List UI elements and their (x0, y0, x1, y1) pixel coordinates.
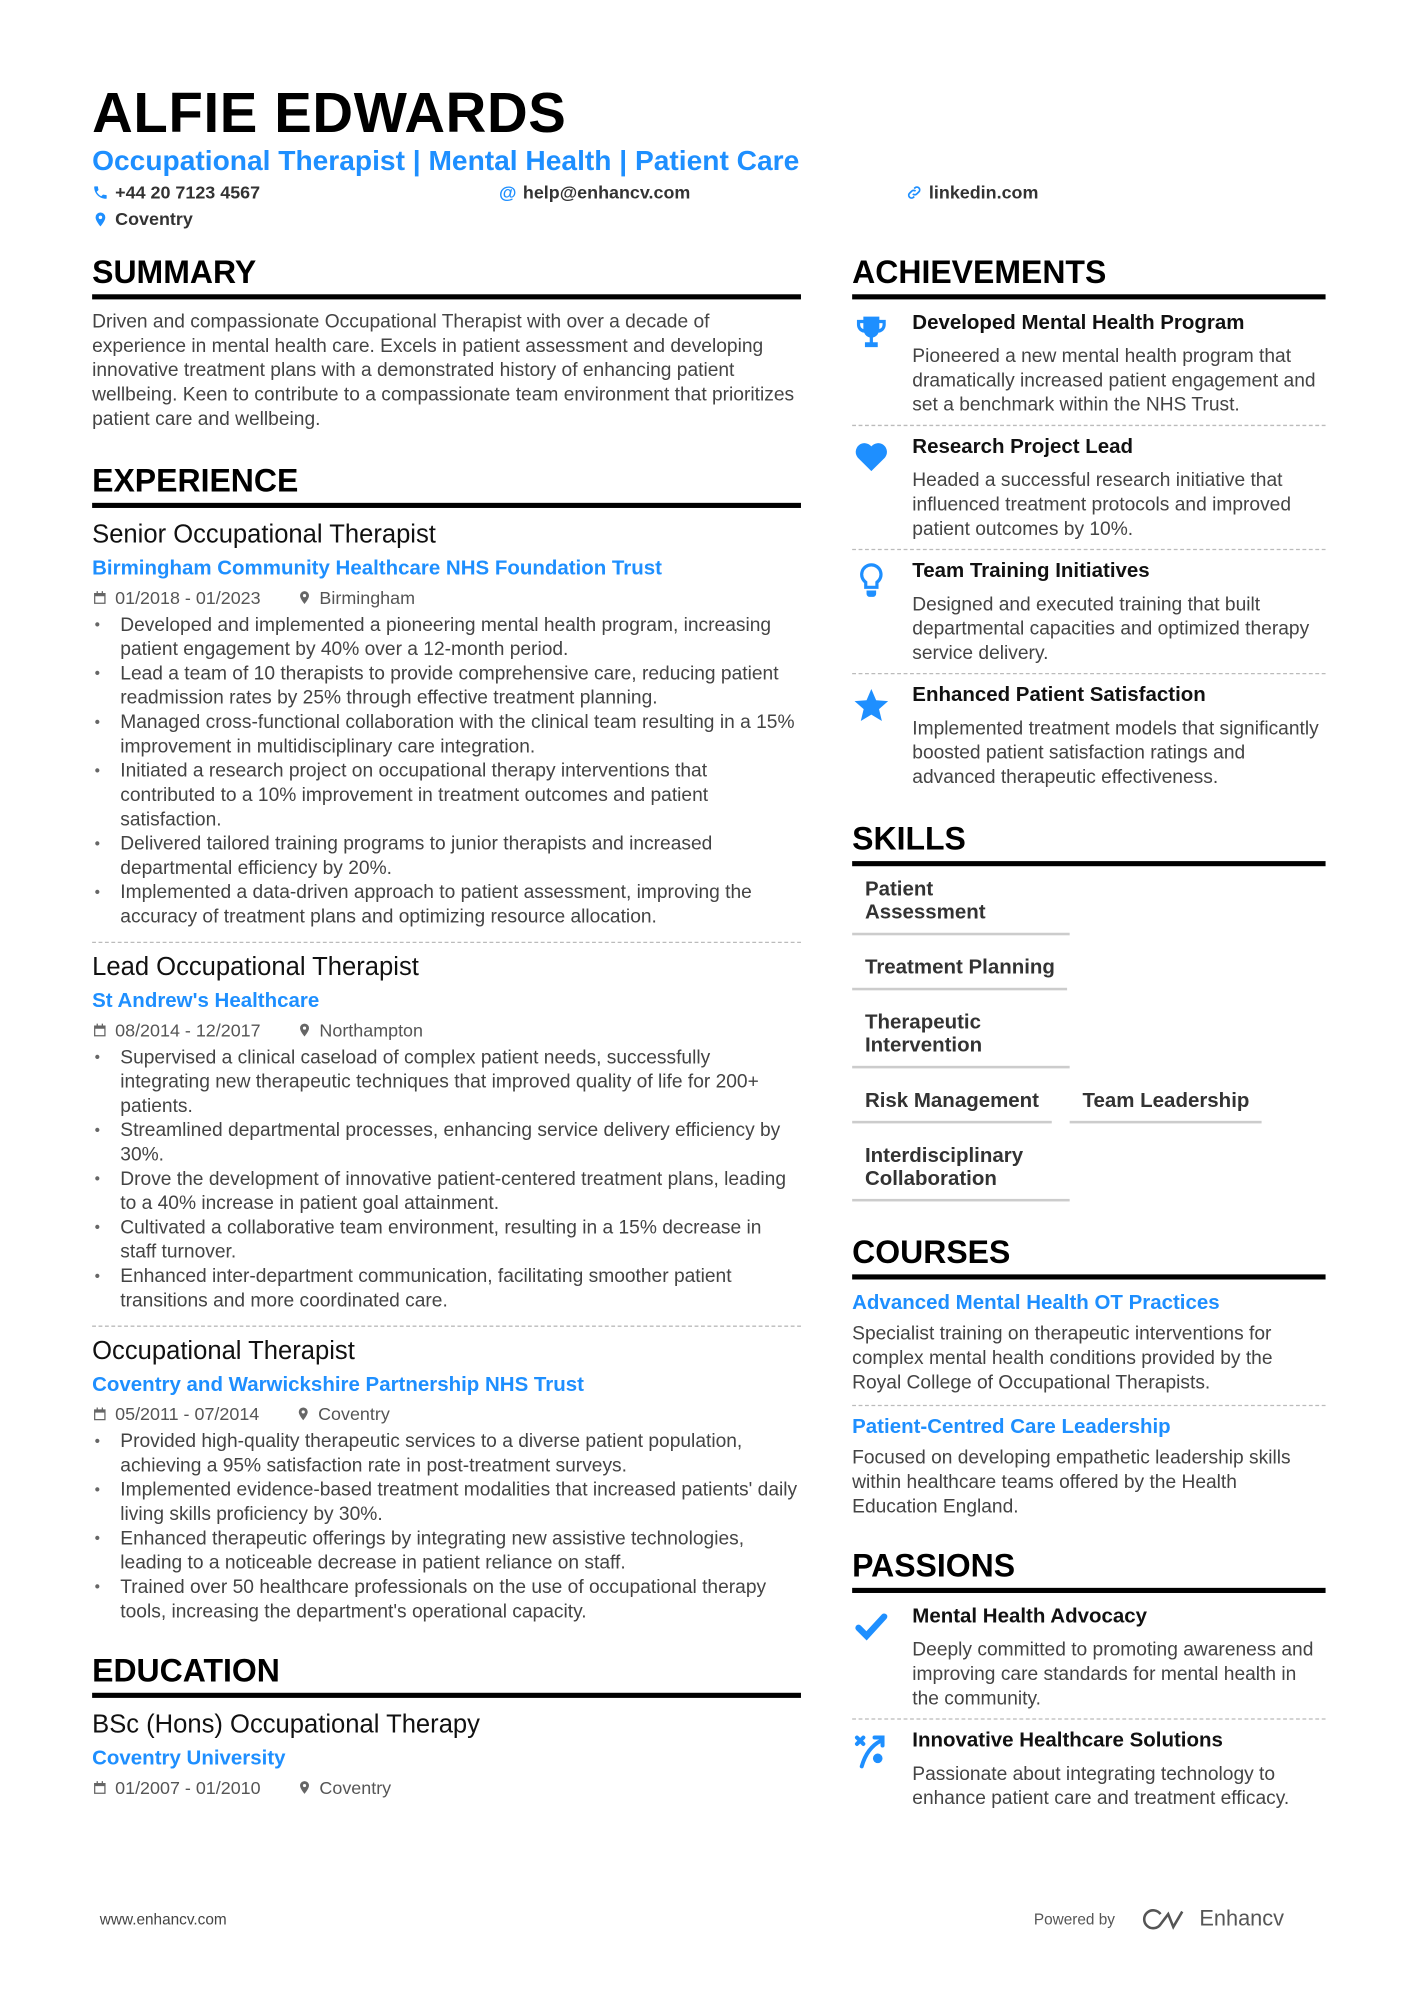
job-title: Senior Occupational Therapist (92, 520, 436, 549)
course-title: Patient-Centred Care Leadership (852, 1416, 1171, 1439)
item-description: Deeply committed to promoting awareness and improving care standards for mental health in the community. (912, 1639, 1314, 1710)
bullet-item: • Implemented a data-driven approach to patient assessment, improving the accuracy of treatment plans and optimizing resource allocation. (92, 880, 801, 929)
item-title: Innovative Healthcare Solutions (912, 1729, 1223, 1752)
item-title: Mental Health Advocacy (912, 1605, 1148, 1628)
job-meta: 08/2014 - 12/2017 Northampton (92, 1016, 801, 1044)
company-name: St Andrew's Healthcare (92, 990, 320, 1013)
passions-item (852, 1596, 1325, 1720)
lightbulb-icon (852, 562, 890, 600)
skill-tag: Interdisciplinary Collaboration (852, 1132, 1070, 1201)
bullet-item: • Cultivated a collaborative team environment, resulting in a 15% decrease in staff turnover. (92, 1216, 801, 1265)
bullet-item: • Provided high-quality therapeutic services to a diverse patient population, achieving a 95% satisfaction rate in post-treatment surveys. (92, 1429, 801, 1478)
achievements-item (852, 302, 1325, 426)
section-heading: SUMMARY (92, 253, 801, 299)
skill-tag: Patient Assessment (852, 866, 1070, 935)
summary-section (92, 253, 801, 431)
courses-section (852, 1233, 1325, 1529)
achievements-item (852, 426, 1325, 550)
experience-section (92, 462, 801, 1629)
star-icon (852, 686, 890, 724)
section-heading: ACHIEVEMENTS (852, 253, 1325, 299)
job-bullets (92, 1429, 801, 1623)
calendar-icon (92, 1780, 107, 1795)
skill-tag: Therapeutic Intervention (852, 999, 1070, 1068)
item-title: Team Training Initiatives (912, 560, 1150, 583)
bullet-item: • Drove the development of innovative patient-centered treatment plans, leading to a 40% increase in patient goal attainment. (92, 1167, 801, 1216)
achievements-section (852, 253, 1325, 797)
job-bullets (92, 1045, 801, 1312)
location-pin-icon (295, 1406, 310, 1421)
job-title: Occupational Therapist (92, 1337, 355, 1366)
item-title: Developed Mental Health Program (912, 312, 1245, 334)
contact-phone: +44 20 7123 4567 (92, 182, 260, 202)
item-description: Designed and executed training that built departmental capacities and optimized therapy service delivery. (912, 593, 1310, 665)
section-heading: SKILLS (852, 820, 1325, 866)
candidate-title: Occupational Therapist | Mental Health | Patient Care (92, 144, 800, 177)
contact-email[interactable]: @ help@enhancv.com (499, 181, 691, 203)
bullet-item: • Managed cross-functional collaboration with the clinical team resulting in a 15% improvement in multidisciplinary care integration. (92, 710, 801, 759)
course-item (852, 1285, 1325, 1405)
job-meta: 01/2018 - 01/2023 Birmingham (92, 583, 801, 611)
location-pin-icon (296, 1022, 311, 1037)
calendar-icon (92, 1406, 107, 1421)
at-icon: @ (499, 181, 517, 203)
checkmark-icon (852, 1607, 890, 1645)
item-title: Research Project Lead (912, 436, 1134, 459)
item-description: Implemented treatment models that significantly boosted patient satisfaction ratings and advanced therapeutic effectiveness. (912, 717, 1319, 789)
summary-text: Driven and compassionate Occupational Therapist with over a decade of experience in mental health care. Excels in patient assessment and developing innovative treatment plans with a demonstrated history of enhancing patient wellbeing. Keen to contribute to a compassionate team environment that prioritizes patient care and wellbeing. (92, 310, 795, 430)
education-meta: 01/2007 - 01/2010 Coventry (92, 1773, 801, 1801)
bullet-item: • Developed and implemented a pioneering mental health program, increasing patient engagement by 40% over a 12-month period. (92, 613, 801, 662)
item-title: Enhanced Patient Satisfaction (912, 684, 1206, 707)
skill-tag: Treatment Planning (852, 944, 1068, 990)
right-column (852, 253, 1325, 1818)
location-pin-icon (92, 210, 109, 227)
enhancv-logo-icon (1141, 1906, 1187, 1932)
achievements-item (852, 674, 1325, 797)
calendar-icon (92, 1022, 107, 1037)
company-name: Coventry and Warwickshire Partnership NHS Trust (92, 1374, 584, 1396)
candidate-name: ALFIE EDWARDS (92, 81, 567, 145)
contact-location: Coventry (92, 209, 193, 229)
degree: BSc (Hons) Occupational Therapy (92, 1710, 480, 1739)
location-pin-icon (296, 1780, 311, 1795)
enhancv-logo: Enhancv (1141, 1906, 1285, 1932)
bullet-item: • Initiated a research project on occupational therapy interventions that contributed to a 10% improvement in treatment outcomes and patient satisfaction. (92, 759, 801, 832)
left-column (92, 253, 801, 1801)
item-description: Pioneered a new mental health program that dramatically increased patient engagement and set a benchmark within the NHS Trust. (912, 345, 1316, 416)
education-section (92, 1652, 801, 1802)
skill-tag: Team Leadership (1070, 1077, 1262, 1123)
footer-website[interactable]: www.enhancv.com (99, 1910, 227, 1929)
bullet-item: • Delivered tailored training programs to junior therapists and increased departmental efficiency by 20%. (92, 832, 801, 881)
bullet-item: • Lead a team of 10 therapists to provide comprehensive care, reducing patient readmission rates by 25% through effective treatment planning. (92, 662, 801, 711)
experience-entry (92, 1326, 801, 1629)
item-description: Passionate about integrating technology to enhance patient care and treatment efficacy. (912, 1763, 1290, 1810)
section-heading: EDUCATION (92, 1652, 801, 1698)
location-pin-icon (296, 590, 311, 605)
experience-entry (92, 942, 801, 1318)
section-heading: PASSIONS (852, 1547, 1325, 1593)
bullet-item: • Streamlined departmental processes, enhancing service delivery efficiency by 30%. (92, 1118, 801, 1167)
course-description: Specialist training on therapeutic interventions for complex mental health conditions provided by the Royal College of Occupational Therapists. (852, 1323, 1273, 1394)
phone-icon (92, 184, 109, 201)
trophy-icon (852, 313, 890, 351)
passions-section (852, 1547, 1325, 1818)
achievements-item (852, 550, 1325, 674)
item-description: Headed a successful research initiative that influenced treatment protocols and improved patient outcomes by 10%. (912, 469, 1292, 540)
footer-branding: Powered by Enhancv (1033, 1906, 1285, 1931)
bullet-item: • Supervised a clinical caseload of complex patient needs, successfully integrating new therapeutic techniques that improved quality of life for 200+ patients. (92, 1045, 801, 1118)
skill-tag: Risk Management (852, 1077, 1052, 1123)
course-title: Advanced Mental Health OT Practices (852, 1292, 1220, 1315)
link-icon (906, 184, 923, 201)
skills-section (852, 820, 1325, 1210)
company-name: Birmingham Community Healthcare NHS Foundation Trust (92, 557, 662, 580)
contact-linkedin[interactable]: linkedin.com (906, 182, 1039, 202)
bullet-item: • Implemented evidence-based treatment modalities that increased patients' daily living skills proficiency by 30%. (92, 1478, 801, 1527)
calendar-icon (92, 590, 107, 605)
job-title: Lead Occupational Therapist (92, 953, 419, 982)
school: Coventry University (92, 1747, 286, 1770)
job-meta: 05/2011 - 07/2014 Coventry (92, 1400, 801, 1428)
bullet-item: • Trained over 50 healthcare professionals on the use of occupational therapy tools, increasing the department's operational capacity. (92, 1575, 801, 1624)
course-item (852, 1405, 1325, 1529)
bullet-item: • Enhanced therapeutic offerings by integrating new assistive technologies, leading to a noticeable decrease in patient reliance on staff. (92, 1526, 801, 1575)
strategy-icon (852, 1731, 890, 1769)
experience-entry (92, 518, 801, 934)
bullet-item: • Enhanced inter-department communication, facilitating smoother patient transitions and more coordinated care. (92, 1264, 801, 1313)
section-heading: EXPERIENCE (92, 462, 801, 508)
heart-icon (852, 438, 890, 476)
passions-item (852, 1720, 1325, 1819)
course-description: Focused on developing empathetic leadership skills within healthcare teams offered by the Health Education England. (852, 1447, 1291, 1518)
job-bullets (92, 613, 801, 929)
section-heading: COURSES (852, 1233, 1325, 1279)
